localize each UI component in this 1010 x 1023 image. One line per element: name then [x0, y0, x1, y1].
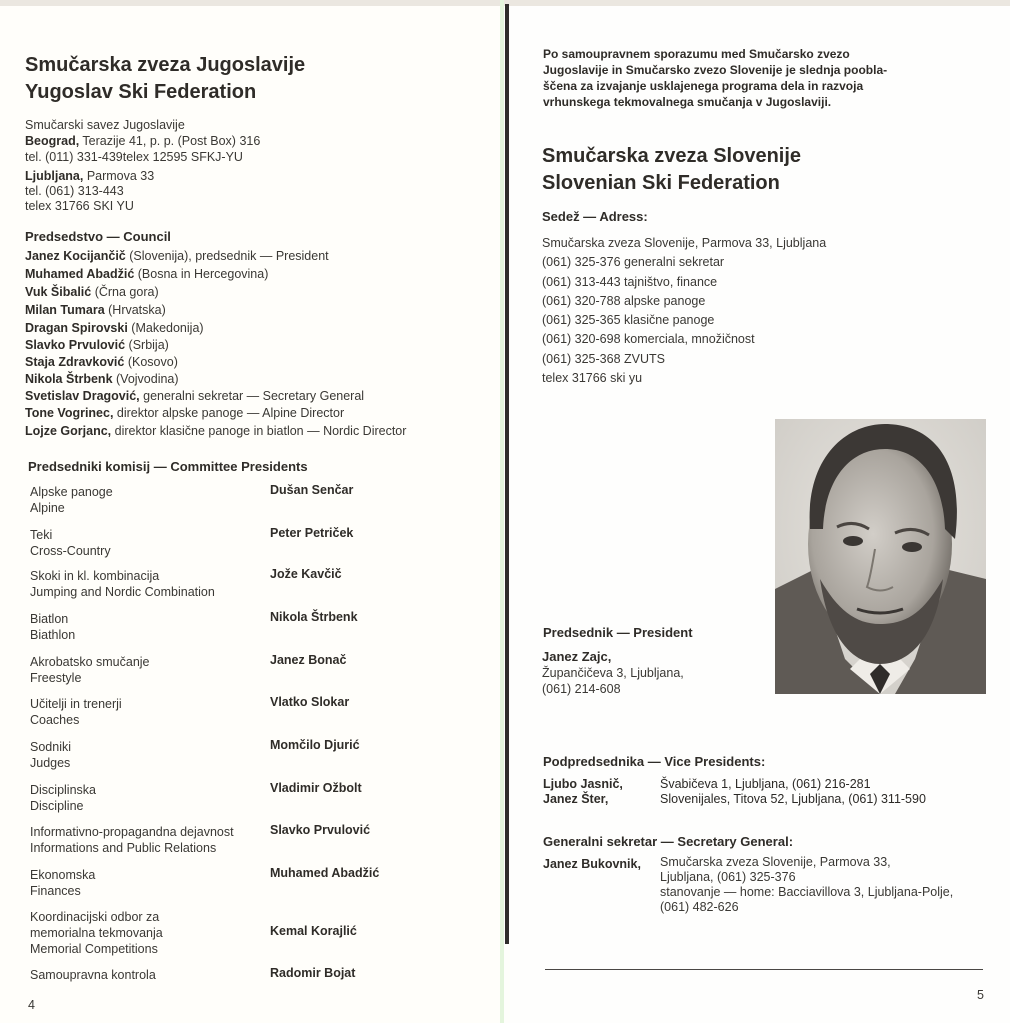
committee-president: Jože Kavčič	[270, 567, 342, 581]
org-name: Smučarski savez Jugoslavije	[25, 118, 185, 132]
committee-president: Kemal Korajlić	[270, 924, 357, 938]
council-member	[25, 355, 178, 369]
president-address: Župančičeva 3, Ljubljana,	[542, 666, 684, 680]
committee-label: Biatlon Biathlon	[30, 612, 76, 642]
ljubljana-phone: tel. (061) 313-443	[25, 184, 124, 198]
committee-president: Peter Petriček	[270, 526, 354, 540]
member-detail: (Hrvatska)	[104, 303, 166, 317]
address-line: (061) 325-368 ZVUTS	[542, 351, 665, 366]
member-detail: (Črna gora)	[91, 285, 159, 299]
address-line: Smučarska zveza Slovenije, Parmova 33, Ljubljana	[542, 236, 827, 250]
member-detail: (Bosna in Hercegovina)	[134, 267, 269, 281]
council-heading: Predsedstvo — Council	[25, 229, 171, 244]
vice-president-name: Janez Šter,	[543, 792, 609, 806]
intro-paragraph	[543, 46, 887, 110]
address-line: (061) 320-698 komerciala, množičnost	[542, 332, 755, 347]
vice-president-detail: Slovenijales, Titova 52, Ljubljana, (061) 311-590	[660, 792, 926, 806]
committee-label: Ekonomska Finances	[30, 868, 96, 898]
member-name: Nikola Štrbenk	[25, 372, 113, 386]
committee-president: Slavko Prvulović	[270, 823, 371, 837]
council-member	[25, 249, 329, 263]
council-member	[25, 303, 166, 317]
committee-president: Nikola Štrbenk	[270, 610, 358, 624]
committee-label: Sodniki Judges	[30, 740, 71, 770]
ljubljana-street: Parmova 33	[83, 169, 155, 183]
vice-president-row	[543, 792, 926, 807]
beograd-phone: tel. (011) 331-439telex 12595 SFKJ-YU	[25, 150, 243, 164]
committee-label: Koordinacijski odbor za memorialna tekmovanja Memorial Competitions	[30, 910, 163, 956]
ljubljana-telex: telex 31766 SKI YU	[25, 199, 134, 213]
member-name: Svetislav Dragović,	[25, 389, 140, 403]
council-member	[25, 285, 159, 299]
member-name: Slavko Prvulović	[25, 338, 126, 352]
address-line: telex 31766 ski yu	[542, 371, 643, 386]
committee-president: Dušan Senčar	[270, 483, 354, 497]
ljubljana-label: Ljubljana,	[25, 169, 84, 183]
committee-president: Momčilo Djurić	[270, 738, 360, 752]
yugoslav-address-block	[25, 117, 260, 214]
intro-line: ščena za izvajanje usklajenega programa dela in razvoja	[543, 79, 864, 93]
committee-label: Disciplinska Discipline	[30, 783, 96, 813]
yugoslav-federation-title-en: Yugoslav Ski Federation	[25, 81, 257, 103]
member-detail: (Makedonija)	[127, 321, 204, 335]
president-portrait-photo	[775, 419, 986, 694]
member-name: Dragan Spirovski	[25, 321, 128, 335]
seat-heading: Sedež — Adress:	[542, 209, 648, 224]
vice-presidents-heading: Podpredsednika — Vice Presidents:	[543, 754, 766, 769]
member-detail: (Vojvodina)	[112, 372, 179, 386]
member-name: Muhamed Abadžić	[25, 267, 135, 281]
president-phone: (061) 214-608	[542, 682, 621, 696]
beograd-address	[25, 133, 260, 149]
committee-president: Radomir Bojat	[270, 966, 356, 980]
portrait-photo-icon	[775, 419, 986, 694]
member-name: Lojze Gorjanc,	[25, 424, 112, 438]
book-spine	[505, 4, 509, 944]
member-detail: (Kosovo)	[124, 355, 178, 369]
secretary-name: Janez Bukovnik,	[543, 857, 641, 871]
vice-president-name: Ljubo Jasnič,	[543, 777, 623, 791]
member-detail: direktor alpske panoge — Alpine Director	[113, 406, 345, 420]
committee-president: Janez Bonač	[270, 653, 347, 667]
page-gutter	[500, 0, 504, 1023]
address-line: (061) 313-443 tajništvo, finance	[542, 274, 718, 289]
council-member	[25, 372, 179, 386]
member-detail: (Srbija)	[125, 338, 169, 352]
address-line: (061) 320-788 alpske panoge	[542, 293, 706, 308]
beograd-street: Terazije 41, p. p. (Post Box) 316	[79, 134, 261, 148]
beograd-label: Beograd,	[25, 134, 80, 148]
secretary-line: Ljubljana, (061) 325-376	[660, 870, 796, 884]
council-member	[25, 406, 344, 420]
committee-president: Vlatko Slokar	[270, 695, 350, 709]
slovenian-federation-title-sl: Smučarska zveza Slovenije	[542, 145, 802, 167]
committee-president: Vladimir Ožbolt	[270, 781, 362, 795]
member-name: Vuk Šibalić	[25, 285, 92, 299]
secretary-line: (061) 482-626	[660, 900, 739, 914]
committee-label: Akrobatsko smučanje Freestyle	[30, 655, 150, 685]
secretary-details	[660, 855, 953, 915]
slovenian-federation-title-en: Slovenian Ski Federation	[542, 172, 780, 194]
secretary-heading: Generalni sekretar — Secretary General:	[543, 834, 794, 849]
member-detail: direktor klasične panoge in biatlon — Nordic Director	[111, 424, 407, 438]
vice-president-detail: Švabičeva 1, Ljubljana, (061) 216-281	[660, 777, 871, 791]
ljubljana-address	[25, 168, 260, 184]
council-member	[25, 338, 169, 352]
committees-heading: Predsedniki komisij — Committee Presidents	[28, 459, 308, 474]
committee-label: Informativno-propagandna dejavnost Informations and Public Relations	[30, 825, 234, 855]
member-name: Milan Tumara	[25, 303, 105, 317]
vice-presidents-list	[543, 777, 926, 807]
address-line: (061) 325-376 generalni sekretar	[542, 255, 725, 270]
intro-line: vrhunskega tekmovalnega smučanja v Jugoslaviji.	[543, 95, 832, 109]
secretary-line: Smučarska zveza Slovenije, Parmova 33,	[660, 855, 891, 869]
page-number-right: 5	[977, 988, 984, 1002]
slovenian-address-list	[542, 234, 826, 388]
committee-label: Teki Cross-Country	[30, 528, 111, 558]
intro-line: Jugoslavije in Smučarsko zvezo Slovenije je slednja poobla-	[543, 63, 888, 77]
member-detail: generalni sekretar — Secretary General	[139, 389, 365, 403]
secretary-line: stanovanje — home: Bacciavillova 3, Ljubljana-Polje,	[660, 885, 954, 899]
committee-label: Alpske panoge Alpine	[30, 485, 113, 515]
page-number-left: 4	[28, 998, 35, 1012]
president-name: Janez Zajc,	[542, 649, 612, 664]
committee-label: Samoupravna kontrola	[30, 968, 156, 982]
council-member	[25, 389, 364, 403]
yugoslav-federation-title-sl: Smučarska zveza Jugoslavije	[25, 54, 306, 76]
address-line: (061) 325-365 klasične panoge	[542, 313, 715, 328]
president-block	[542, 649, 684, 697]
vice-president-row	[543, 777, 926, 792]
committee-label: Učitelji in trenerji Coaches	[30, 697, 122, 727]
council-member	[25, 321, 204, 335]
council-member	[25, 267, 268, 281]
president-heading: Predsednik — President	[543, 625, 693, 640]
committee-president: Muhamed Abadžić	[270, 866, 380, 880]
member-detail: (Slovenija), predsednik — President	[125, 249, 329, 263]
intro-line: Po samoupravnem sporazumu med Smučarsko zvezo	[543, 47, 850, 61]
footer-divider	[545, 969, 983, 970]
committee-label: Skoki in kl. kombinacija Jumping and Nordic Combination	[30, 569, 215, 599]
member-name: Staja Zdravković	[25, 355, 125, 369]
member-name: Janez Kocijančič	[25, 249, 126, 263]
member-name: Tone Vogrinec,	[25, 406, 114, 420]
council-member	[25, 424, 406, 438]
